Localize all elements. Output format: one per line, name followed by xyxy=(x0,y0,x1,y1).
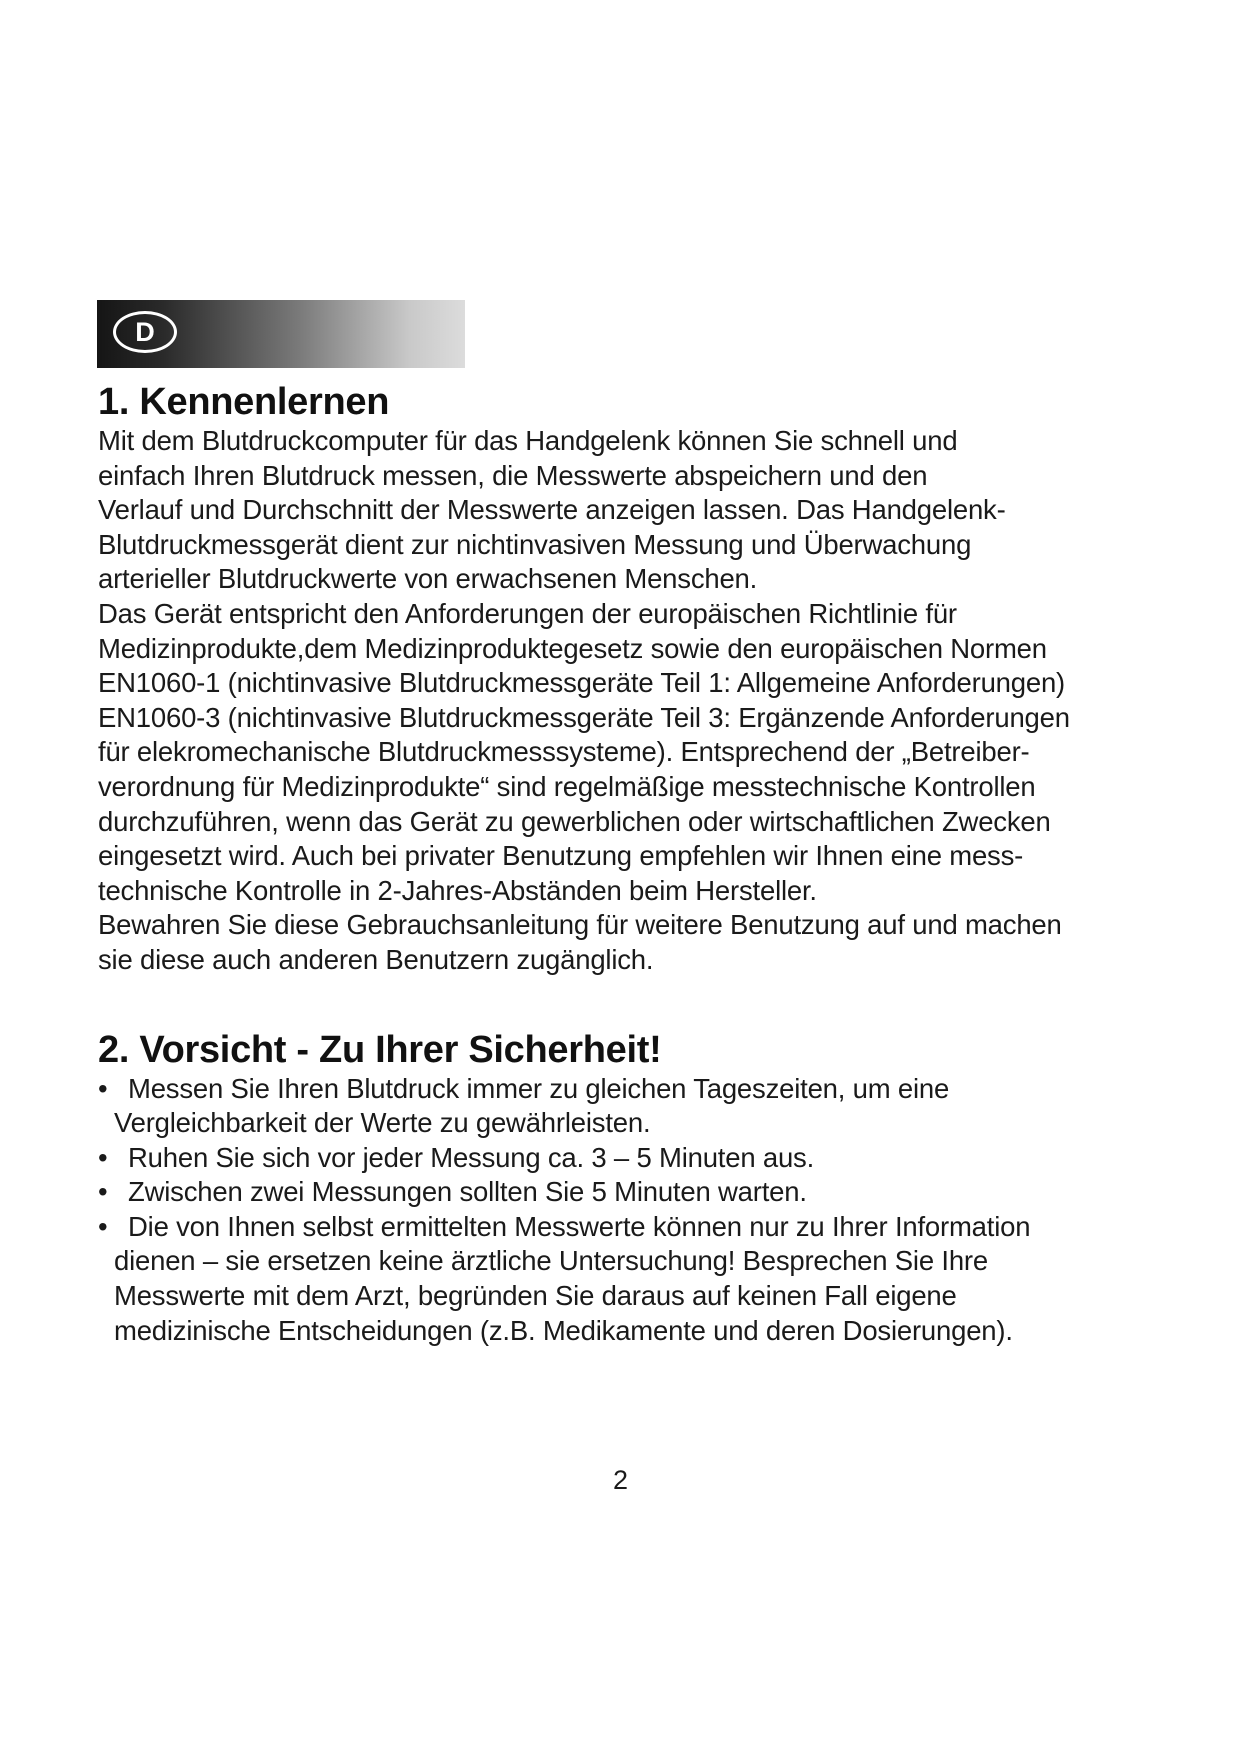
text-line: für elekromechanische Blutdruckmesssysteme). Entsprechend der „Betreiber- xyxy=(98,736,1030,768)
language-badge: D xyxy=(113,311,177,353)
text-line: Medizinprodukte,dem Medizinproduktegesetz sowie den europäischen Normen xyxy=(98,632,1047,664)
text-line: Bewahren Sie diese Gebrauchsanleitung für weitere Benutzung auf und machen xyxy=(98,909,1062,941)
text-line: EN1060-3 (nichtinvasive Blutdruckmessgeräte Teil 3: Ergänzende Anforderungen xyxy=(98,701,1070,733)
bullet-icon: • xyxy=(98,1210,108,1242)
text-line: Blutdruckmessgerät dient zur nichtinvasiven Messung und Überwachung xyxy=(98,528,972,560)
language-header-bar xyxy=(97,300,465,368)
text-line: Ruhen Sie sich vor jeder Messung ca. 3 – 5 Minuten aus. xyxy=(128,1141,815,1173)
list-item xyxy=(98,1141,1148,1176)
text-line: Messen Sie Ihren Blutdruck immer zu gleichen Tageszeiten, um eine xyxy=(128,1072,950,1104)
section-title: 2. Vorsicht - Zu Ihrer Sicherheit! xyxy=(98,1028,662,1071)
list-item xyxy=(98,1210,1148,1348)
text-line: Mit dem Blutdruckcomputer für das Handgelenk können Sie schnell und xyxy=(98,425,958,456)
text-line: Zwischen zwei Messungen sollten Sie 5 Minuten warten. xyxy=(128,1176,807,1208)
page-number: 2 xyxy=(612,1465,629,1495)
text-line: dienen – sie ersetzen keine ärztliche Untersuchung! Besprechen Sie Ihre xyxy=(114,1245,988,1277)
section-vorsicht xyxy=(98,1028,1148,1349)
section-kennenlernen xyxy=(98,380,1148,978)
section-title: 1. Kennenlernen xyxy=(98,381,390,423)
text-line: Das Gerät entspricht den Anforderungen der europäischen Richtlinie für xyxy=(98,597,957,629)
text-line: einfach Ihren Blutdruck messen, die Messwerte abspeichern und den xyxy=(98,459,928,491)
text-line: Die von Ihnen selbst ermittelten Messwerte können nur zu Ihrer Information xyxy=(128,1210,1031,1242)
text-line: Messwerte mit dem Arzt, begründen Sie daraus auf keinen Fall eigene xyxy=(114,1280,957,1312)
bullet-icon: • xyxy=(98,1176,108,1208)
text-line: eingesetzt wird. Auch bei privater Benutzung empfehlen wir Ihnen eine mess- xyxy=(98,840,1024,872)
text-line: Verlauf und Durchschnitt der Messwerte anzeigen lassen. Das Handgelenk- xyxy=(98,494,1006,526)
text-line: verordnung für Medizinprodukte“ sind regelmäßige messtechnische Kontrollen xyxy=(98,770,1036,802)
text-line: technische Kontrolle in 2-Jahres-Abständen beim Hersteller. xyxy=(98,874,817,906)
text-line: sie diese auch anderen Benutzern zugänglich. xyxy=(98,943,654,975)
safety-bullet-list xyxy=(98,1072,1148,1349)
section-body xyxy=(98,424,1148,978)
text-line: medizinische Entscheidungen (z.B. Medikamente und deren Dosierungen). xyxy=(114,1314,1013,1346)
text-line: durchzuführen, wenn das Gerät zu gewerblichen oder wirtschaftlichen Zwecken xyxy=(98,805,1051,837)
text-line: arterieller Blutdruckwerte von erwachsenen Menschen. xyxy=(98,563,758,595)
bullet-icon: • xyxy=(98,1072,108,1104)
text-line: Vergleichbarkeit der Werte zu gewährleisten. xyxy=(114,1107,651,1139)
list-item xyxy=(98,1072,1148,1141)
bullet-icon: • xyxy=(98,1141,108,1173)
page-content xyxy=(98,380,1148,1348)
text-line: EN1060-1 (nichtinvasive Blutdruckmessgeräte Teil 1: Allgemeine Anforderungen) xyxy=(98,667,1066,699)
list-item xyxy=(98,1175,1148,1210)
